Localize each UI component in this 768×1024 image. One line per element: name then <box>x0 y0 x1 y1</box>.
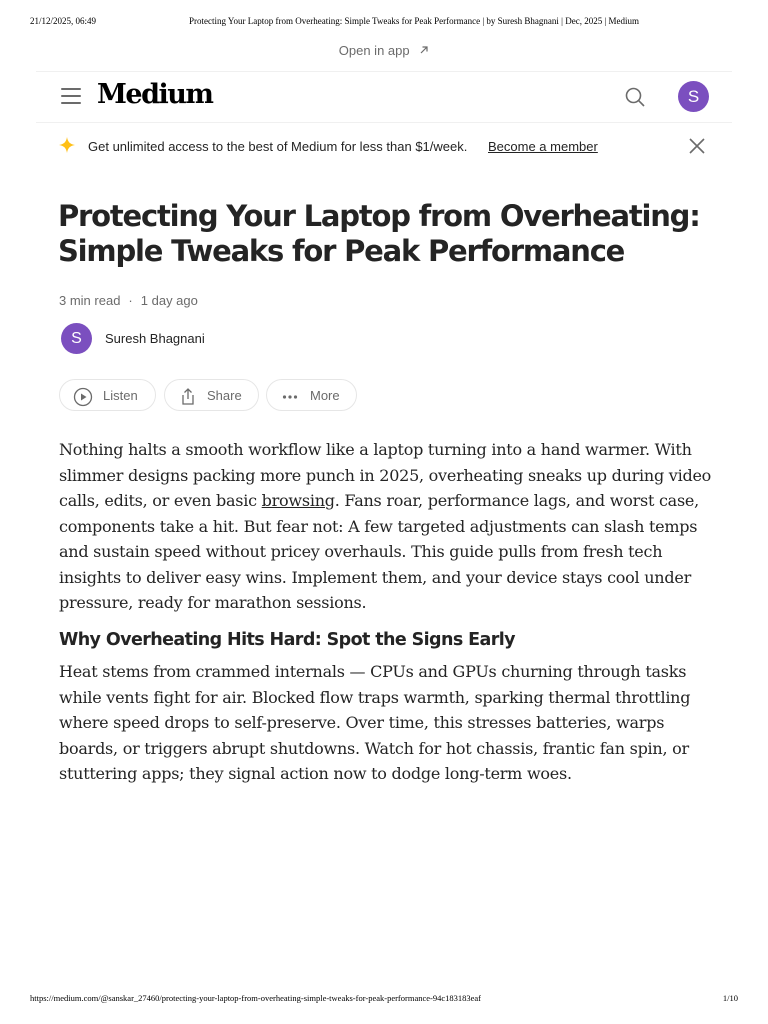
close-icon[interactable] <box>688 137 706 155</box>
author-name[interactable]: Suresh Bhagnani <box>105 331 205 346</box>
paragraph-text: . Fans roar, performance lags, and worst case, components take a hit. But fear not: A few targeted adjustments can slash temps and sustain speed without pricey overhauls. This guide pulls from fresh tech insights to deliver easy wins. Implement them, and your device stays cool under pressure, ready for marathon sessions. <box>59 491 699 612</box>
more-dots-icon <box>280 387 300 407</box>
membership-banner <box>36 123 732 171</box>
browsing-link[interactable]: browsing <box>261 491 335 510</box>
listen-label: Listen <box>103 388 138 403</box>
article-meta <box>59 293 198 308</box>
article-paragraph: Heat stems from crammed internals — CPUs and GPUs churning through tasks while vents fight for air. Blocked flow traps warmth, sparking thermal throttling where speed drops to self-preserve. Over time, this stresses batteries, warps boards, or triggers abrupt shutdowns. Watch for hot chassis, frantic fan spin, or stuttering apps; they signal action now to dodge long-term woes. <box>59 662 691 783</box>
share-label: Share <box>207 388 242 403</box>
article-title: Protecting Your Laptop from Overheating: Simple Tweaks for Peak Performance <box>58 199 700 268</box>
open-in-app-label: Open in app <box>338 43 410 58</box>
share-button[interactable] <box>164 379 259 411</box>
published-time: 1 day ago <box>140 293 198 308</box>
print-footer <box>30 993 738 1007</box>
become-member-link[interactable]: Become a member <box>488 139 598 154</box>
print-page-number: 1/10 <box>722 993 738 1003</box>
print-page-title: Protecting Your Laptop from Overheating: Simple Tweaks for Peak Performance | by Suresh Bhagnani | Dec, 2025 | Medium <box>188 16 640 26</box>
share-icon <box>178 387 198 407</box>
more-label: More <box>310 388 340 403</box>
paragraph-text: Nothing halts a smooth workflow like a laptop turning into a hand warmer. With slimmer designs packing more punch in 2025, overheating sneaks up during video calls, edits, or even basic <box>59 440 712 510</box>
read-time: 3 min read <box>59 293 121 308</box>
more-button[interactable] <box>266 379 357 411</box>
open-in-app-link[interactable] <box>0 43 768 58</box>
play-icon <box>73 387 93 407</box>
banner-text: Get unlimited access to the best of Medium for less than $1/week. <box>88 139 468 154</box>
medium-logo[interactable]: Medium <box>97 79 213 110</box>
article-paragraph <box>59 437 714 616</box>
search-icon[interactable] <box>624 86 646 108</box>
arrow-up-right-icon <box>419 44 429 58</box>
listen-button[interactable] <box>59 379 156 411</box>
meta-separator: · <box>128 293 133 308</box>
user-avatar[interactable]: S <box>678 81 709 112</box>
section-heading: Why Overheating Hits Hard: Spot the Signs Early <box>59 630 515 650</box>
print-datetime: 21/12/2025, 06:49 <box>30 16 97 26</box>
sparkle-icon <box>58 136 76 154</box>
print-url: https://medium.com/@sanskar_27460/protecting-your-laptop-from-overheating-simple-tweaks-for-peak-performance-94c183183eaf <box>30 993 481 1003</box>
print-header <box>30 16 738 30</box>
author-avatar[interactable]: S <box>61 323 92 354</box>
top-navigation-bar <box>36 72 732 122</box>
hamburger-menu-icon[interactable] <box>61 88 81 106</box>
